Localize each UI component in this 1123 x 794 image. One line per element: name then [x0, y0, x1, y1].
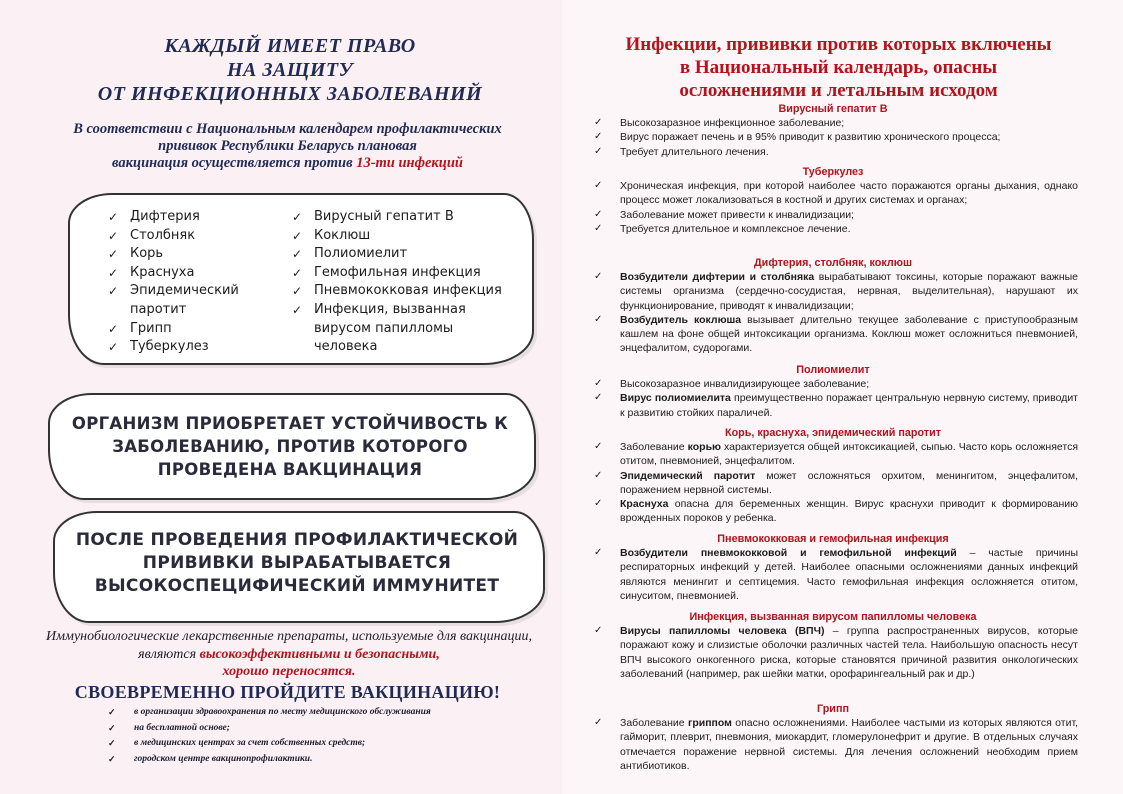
section-item: [588, 624, 1078, 681]
item-text: – частые причины респираторных инфекций у детей. Наиболее опасными осложнениями данных инфекций являются менингит и септицемия. Часто гемофильная инфекция осложняется отитом, синуситом, пневмонией.: [620, 547, 1078, 602]
item-text: преимущественно поражает центральную нервную систему, приводит к развитию стойких параличей.: [620, 392, 1078, 419]
section-item: ✓ Высокозаразное инфекционное заболевание;: [588, 116, 1078, 130]
right-title: [580, 33, 1097, 102]
infection-item: ✓ Инфекция, вызванная вирусом папилломы человека: [292, 301, 512, 357]
infection-count: 13-ти инфекций: [356, 155, 463, 171]
section-heading: Туберкулез: [802, 166, 864, 178]
section-heading: Полиомиелит: [796, 364, 870, 376]
infection-item: ✓ Эпидемический паротит: [108, 282, 268, 319]
section-tuberculosis: [588, 165, 1078, 236]
safety-note: [24, 628, 554, 681]
pathogen-name: Возбудители дифтерии и столбняка: [620, 271, 815, 283]
section-item: ✓ Хроническая инфекция, при которой наиболее часто поражаются органы дыхания, однако процесс может локализоваться в костной и других системах и органах;: [588, 179, 1078, 208]
infection-item: ✓ Гемофильная инфекция: [292, 264, 512, 283]
section-item: [588, 313, 1078, 356]
place-item: ✓ городском центре вакцинопрофилактики.: [108, 752, 431, 768]
section-pneumococcal: [588, 532, 1078, 603]
section-item: ✓ Вирус поражает печень и в 95% приводит к развитию хронического процесса;: [588, 130, 1078, 144]
infection-item: ✓ Дифтерия: [108, 208, 268, 227]
item-text: вызывает длительно текущее заболевание с приступообразным кашлем на фоне общей интоксикации организма. Коклюш может осложниться пневмонией, энцефалитом, судорогами.: [620, 313, 1078, 355]
statement-specific-immunity: ПОСЛЕ ПРОВЕДЕНИЯ ПРОФИЛАКТИЧЕСКОЙ ПРИВИВКИ ВЫРАБАТЫВАЕТСЯ ВЫСОКОСПЕЦИФИЧЕСКИЙ ИММУНИТЕТ: [75, 530, 519, 596]
section-hepatitis-b: [588, 102, 1078, 159]
item-text: Заболевание: [620, 441, 688, 453]
infections-list-1: [108, 208, 268, 357]
section-item: ✓ Заболевание может привести к инвалидизации;: [588, 208, 1078, 222]
section-dtp: [588, 256, 1078, 356]
left-title-line: НА ЗАЩИТУ: [226, 59, 354, 81]
pathogen-name: Возбудители пневмококковой и гемофильной инфекций: [620, 547, 957, 559]
pathogen-name: корью: [687, 441, 721, 453]
infection-item: ✓ Туберкулез: [108, 338, 268, 357]
left-title-line: КАЖДЫЙ ИМЕЕТ ПРАВО: [164, 35, 416, 57]
section-polio: [588, 363, 1078, 420]
safety-note-text: Иммунобиологические лекарственные препараты, используемые для вакцинации, являются: [45, 629, 533, 662]
section-item: [588, 391, 1078, 420]
section-hpv: [588, 610, 1078, 681]
section-heading: Инфекция, вызванная вирусом папилломы человека: [689, 611, 977, 623]
intro-text: вакцинация осуществляется против: [112, 155, 357, 171]
infection-item: ✓ Вирусный гепатит В: [292, 208, 512, 227]
section-flu: [588, 702, 1078, 773]
section-heading: Грипп: [817, 703, 849, 715]
statement-immunity: ОРГАНИЗМ ПРИОБРЕТАЕТ УСТОЙЧИВОСТЬ К ЗАБОЛЕВАНИЮ, ПРОТИВ КОТОРОГО ПРОВЕДЕНА ВАКЦИНАЦИЯ: [71, 414, 509, 479]
intro-line: [20, 155, 555, 172]
item-text: – группа распространенных вирусов, которые поражают кожу и слизистые оболочки различных частей тела. Наибольшую опасность несут ВПЧ высокого онкогенного риска, которые становятся причиной развития онкологических заболеваний (например, рак шейки матки, орофарингеальный рак и др.): [620, 625, 1078, 680]
section-item: [588, 497, 1078, 526]
intro-line: прививок Республики Беларусь плановая: [158, 138, 417, 154]
right-title-line: осложнениями и летальным исходом: [679, 80, 998, 101]
item-text: опасно осложнениями. Наиболее частыми из которых являются отит, гайморит, плеврит, пневмония, миокардит, гломерулонефрит и другие. В отдельных случаях отмечается поражение нервной системы. Для лечения осложнений необходим прием антибиотиков.: [620, 717, 1079, 772]
item-text: Заболевание: [620, 717, 688, 729]
section-item: [588, 469, 1078, 498]
right-title-line: в Национальный календарь, опасны: [679, 57, 998, 78]
vaccination-intro: [20, 121, 555, 172]
infection-item: ✓ Пневмококковая инфекция: [292, 282, 512, 301]
section-heading: Корь, краснуха, эпидемический паротит: [724, 427, 942, 439]
section-heading: Пневмококковая и гемофильная инфекция: [717, 533, 949, 545]
item-text: может осложняться орхитом, менингитом, энцефалитом, поражением нервной системы.: [620, 469, 1079, 496]
infection-item: ✓ Коклюш: [292, 227, 512, 246]
place-item: ✓ в организации здравоохранения по месту медицинского обслуживания: [108, 705, 431, 721]
place-item: ✓ на бесплатной основе;: [108, 721, 431, 737]
pathogen-name: Вирусы папилломы человека (ВПЧ): [620, 625, 825, 637]
safety-note-highlight-2: хорошо переносятся.: [222, 664, 356, 679]
item-text: опасна для беременных женщин. Вирус краснухи приводит к формированию врожденных пороков у ребенка.: [620, 498, 1078, 525]
safety-note-highlight: высокоэффективными и безопасными,: [199, 646, 440, 662]
pathogen-name: гриппом: [687, 717, 732, 729]
section-item: [588, 440, 1078, 469]
pathogen-name: Вирус полиомиелита: [620, 392, 731, 405]
section-item: [588, 716, 1078, 773]
intro-line: В соответствии с Национальным календарем профилактических: [73, 121, 502, 137]
vaccination-places-list: [108, 705, 431, 767]
infection-item: ✓ Краснуха: [108, 264, 268, 283]
left-title-line: ОТ ИНФЕКЦИОННЫХ ЗАБОЛЕВАНИЙ: [97, 83, 483, 105]
infection-item: ✓ Полиомиелит: [292, 245, 512, 264]
infection-item: ✓ Грипп: [108, 320, 268, 339]
section-item: ✓ Требует длительного лечения.: [588, 145, 1078, 159]
item-text: вырабатывают токсины, которые поражают важные системы организма (сердечно-сосудистая, нервная, выделительная), нарушают их функционирование, приводят к инвалидизации;: [620, 271, 1079, 312]
section-item: [588, 270, 1078, 313]
infection-item: ✓ Столбняк: [108, 227, 268, 246]
section-mmr: [588, 426, 1078, 526]
item-text: характеризуется общей интоксикацией, сыпью. Часто корь осложняется отитом, пневмонией, энцефалитом.: [620, 441, 1078, 468]
infection-item: ✓ Корь: [108, 245, 268, 264]
left-title: [40, 34, 540, 106]
section-heading: Вирусный гепатит В: [778, 103, 888, 115]
call-to-action: СВОЕВРЕМЕННО ПРОЙДИТЕ ВАКЦИНАЦИЮ!: [74, 682, 501, 702]
pathogen-name: Эпидемический паротит: [620, 469, 756, 482]
section-heading: Дифтерия, столбняк, коклюш: [753, 257, 912, 269]
pathogen-name: Краснуха: [620, 498, 669, 511]
right-title-line: Инфекции, прививки против которых включены: [625, 34, 1052, 55]
section-item: [588, 546, 1078, 603]
section-item: ✓ Высокозаразное инвалидизирующее заболевание;: [588, 377, 1078, 391]
infections-list-2: [292, 208, 512, 357]
section-item: ✓ Требуется длительное и комплексное лечение.: [588, 222, 1078, 236]
place-item: ✓ в медицинских центрах за счет собственных средств;: [108, 736, 431, 752]
pathogen-name: Возбудитель коклюша: [620, 313, 742, 326]
